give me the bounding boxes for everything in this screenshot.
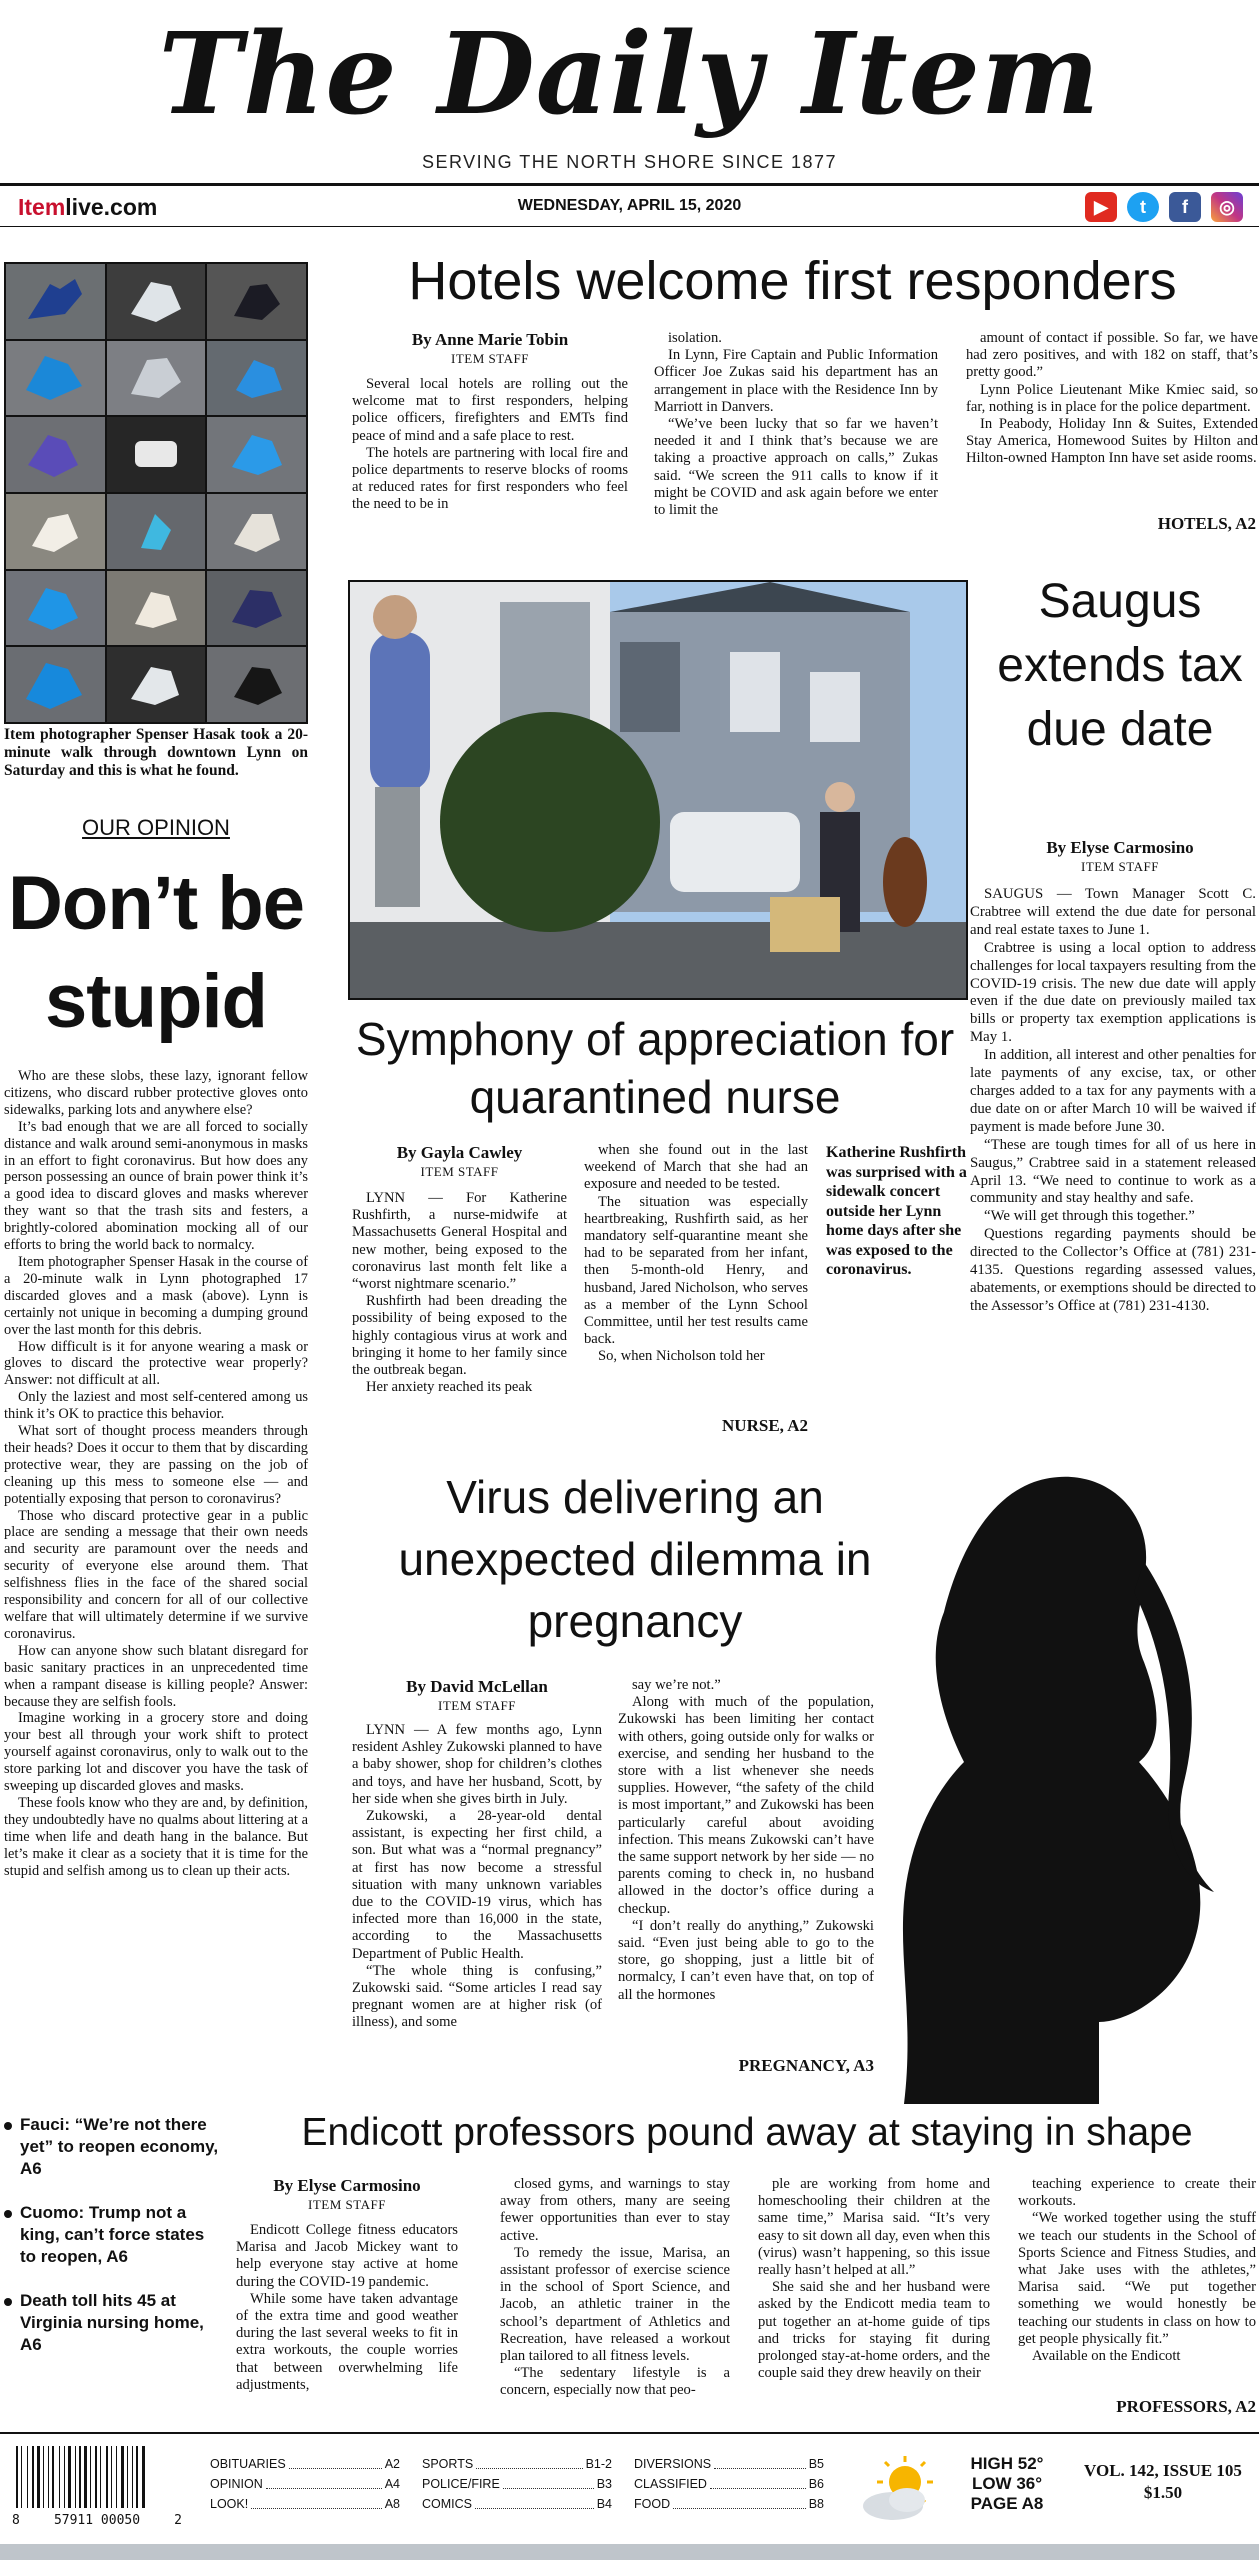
byline-name: By David McLellan: [406, 1677, 548, 1696]
barcode-digit-right: 2: [174, 2513, 182, 2528]
index-column-3: [634, 2454, 824, 2514]
byline-name: By Anne Marie Tobin: [411, 330, 569, 349]
paragraph: LYNN — For Katherine Rushfirth, a nurse-midwife at Massachusetts General Hospital and new mother, being exposed to the coronavirus last month felt like a “worst nightmare scenario.”: [352, 1190, 567, 1293]
index-entry[interactable]: [422, 2474, 612, 2494]
index-section: LOOK!: [210, 2497, 249, 2511]
index-entry[interactable]: [422, 2494, 612, 2514]
endicott-byline: [236, 2176, 458, 2214]
mask-icon: [121, 427, 191, 482]
index-page: B1-2: [585, 2457, 612, 2471]
endicott-headline: Endicott professors pound away at staying in shape: [301, 2111, 1193, 2154]
paragraph: SAUGUS — Town Manager Scott C. Crabtree will extend the due date for personal and real estate taxes to June 1.: [970, 886, 1256, 938]
paragraph: Rushfirth had been dreading the possibility of being exposed to the highly contagious virus at work and bringing it home to her family since the outbreak began.: [352, 1293, 567, 1379]
index-page: B6: [808, 2477, 824, 2491]
index-section: COMICS: [422, 2497, 472, 2511]
teaser-item[interactable]: Cuomo: Trump not a king, can’t force states to reopen, A6: [4, 2202, 219, 2268]
index-page: B5: [808, 2457, 824, 2471]
weather-text: [952, 2454, 1062, 2514]
byline-staff: ITEM STAFF: [451, 351, 529, 366]
bottom-strip: [0, 2544, 1259, 2560]
opinion-headline: Don’t be stupid: [8, 861, 304, 1044]
hotels-jump[interactable]: HOTELS, A2: [1157, 514, 1256, 533]
index-section: FOOD: [634, 2497, 671, 2511]
paragraph: How can anyone show such blatant disregard for basic sanitary practices in an unprecedented time when a rampant disease is killing people? Answer: because they are selfish fools.: [4, 1642, 308, 1710]
virus-byline: [352, 1677, 602, 1715]
paragraph: How difficult is it for anyone wearing a mask or gloves to discard the protective wear properly? Answer: not difficult at all.: [4, 1338, 308, 1389]
teasers-list: [4, 2114, 219, 2356]
paragraph: In Lynn, Fire Captain and Public Information Officer Joe Zukas said his department has an arrangement in place with the Residence Inn by Marriott in Danvers.: [654, 347, 938, 415]
weather-low: LOW 36°: [971, 2474, 1043, 2493]
index-section: DIVERSIONS: [634, 2457, 712, 2471]
opinion-body: [4, 1068, 308, 1880]
index-entry[interactable]: [210, 2454, 400, 2474]
masthead-title: The Daily Item: [158, 9, 1101, 140]
byline-name: By Gayla Cawley: [396, 1143, 523, 1162]
index-column-2: [422, 2454, 612, 2514]
paragraph: “We will get through this together.”: [984, 1208, 1195, 1225]
dateline-bar: [0, 183, 1259, 227]
index-column-1: [210, 2454, 400, 2514]
byline-name: By Elyse Carmosino: [1046, 838, 1194, 857]
paragraph: The hotels are partnering with local fire and police departments to reserve blocks of rooms at reduced rates for first responders who feel the need to be in: [352, 444, 628, 513]
endicott-column-4: [1018, 2176, 1256, 2365]
index-section: SPORTS: [422, 2457, 474, 2471]
index-section: OPINION: [210, 2477, 263, 2491]
index-section: CLASSIFIED: [634, 2477, 707, 2491]
paragraph: “We worked together using the stuff we teach our students in the School of Sports Science and Fitness Studies, and what Jake uses with the athletes,” Marisa said. “We put together something we would honestly be teaching our students in class on how to get people physically fit.”: [1018, 2210, 1256, 2347]
index-page: A4: [384, 2477, 400, 2491]
barcode: [12, 2446, 192, 2536]
paragraph: Available on the Endicott: [1032, 2348, 1181, 2365]
paragraph: Only the laziest and most self-centered among us think it’s OK to practice this behavior.: [4, 1389, 308, 1423]
index-dots: [475, 2494, 594, 2509]
hotels-column-3: [966, 330, 1258, 468]
saugus-byline: [985, 838, 1255, 876]
twitter-icon[interactable]: t: [1127, 192, 1159, 222]
paragraph: Questions regarding payments should be directed to the Collector’s Office at (781) 231-4135. Questions regarding assessed values, abatements, or exemptions should be directed to the Assessor’s Office at (781) 231-4130.: [970, 1226, 1256, 1314]
paragraph: LYNN — A few months ago, Lynn resident Ashley Zukowski planned to have a baby shower, shop for children’s clothes and toys, and have her husband, Scott, by her side when she gives birth in July.: [352, 1722, 602, 1807]
symphony-byline: [352, 1143, 567, 1181]
paragraph: Lynn Police Lieutenant Mike Kmiec said, so far, nothing is in place for the police department.: [966, 381, 1258, 415]
paragraph: amount of contact if possible. So far, we have had zero positives, and with 182 on staff, that’s pretty good.”: [966, 330, 1258, 381]
byline-staff: ITEM STAFF: [308, 2197, 386, 2212]
barcode-digits: 57911 00050: [53, 2513, 141, 2528]
glove-icon: [222, 580, 292, 635]
teaser-item[interactable]: Fauci: “We’re not there yet” to reopen economy, A6: [4, 2114, 219, 2180]
index-dots: [714, 2454, 806, 2469]
paragraph: Who are these slobs, these lazy, ignorant fellow citizens, who discard rubber protective gloves onto sidewalks, parking lots and anywhere else?: [4, 1068, 308, 1118]
sidewalk-concert-illustration: [350, 582, 966, 998]
price: $1.50: [1143, 2483, 1183, 2502]
weather-high: HIGH 52°: [970, 2454, 1044, 2473]
paragraph: isolation.: [668, 330, 722, 346]
index-entry[interactable]: [634, 2494, 824, 2514]
symphony-headline: Symphony of appreciation for quarantined nurse: [355, 1013, 955, 1123]
index-dots: [289, 2454, 382, 2469]
index-page: B3: [596, 2477, 612, 2491]
paragraph: It’s bad enough that we are all forced to socially distance and walk around semi-anonymous in masks in an effort to fight coronavirus. But how does any person possessing an ounce of brain power think it’s a good idea to discard gloves and masks wherever they want so that the trash sits and festers, a brightly-colored abomination mocking all of our efforts to bring the world back to normalcy.: [4, 1118, 308, 1254]
endicott-column-3: [758, 2176, 990, 2382]
glove-icon: [20, 274, 90, 329]
social-icons: [1085, 192, 1243, 222]
hotels-headline: Hotels welcome first responders: [408, 251, 1177, 311]
glove-icon: [121, 580, 191, 635]
glove-icon: [121, 657, 191, 712]
glove-icon: [20, 350, 90, 405]
hotels-column-1: [352, 376, 628, 514]
paragraph: teaching experience to create their workouts.: [1018, 2176, 1256, 2210]
paragraph: “We’ve been lucky that so far we haven’t needed it and I think that’s because we are taking a proactive approach on calls,” Zukas said. “We screen the 911 calls to know if it might be COVID and ask again before we enter to limit the: [654, 416, 938, 519]
gloves-photo-grid: [4, 262, 308, 724]
index-dots: [710, 2474, 806, 2489]
weather-page[interactable]: PAGE A8: [970, 2494, 1044, 2513]
index-entry[interactable]: [210, 2494, 400, 2514]
paragraph: These fools know who they are and, by definition, they undoubtedly have no qualms about littering at a time when life and death hang in the balance. But let’s make it clear as a society that it is time for the stupid and selfish among us to clean up their acts.: [4, 1794, 308, 1879]
symphony-photo: [348, 580, 968, 1000]
index-page: B4: [596, 2497, 612, 2511]
endicott-jump[interactable]: PROFESSORS, A2: [1116, 2397, 1256, 2416]
virus-jump[interactable]: PREGNANCY, A3: [738, 2056, 874, 2075]
instagram-icon[interactable]: ◎: [1211, 192, 1243, 222]
virus-headline: Virus delivering an unexpected dilemma in pregnancy: [398, 1471, 872, 1647]
paragraph: say we’re not.”: [632, 1677, 721, 1693]
paragraph: “These are tough times for all of us here in Saugus,” Crabtree said in a statement released April 13. “We need to continue to work as a community and stay healthy and safe.: [970, 1136, 1256, 1207]
glove-icon: [222, 504, 292, 559]
glove-icon: [222, 274, 292, 329]
paragraph: Along with much of the population, Zukowski has been limiting her contact with others, going outside only for walks or exercise, and sending her husband to the store with a list whenever she needs supplies. However, “the safety of the child is most important,” and Zukowski has been particularly careful about avoiding infection. This means Zukowski can’t have the same support network by her side — no parents coming to check in, no husband allowed in the doctor’s office during a checkup.: [618, 1694, 874, 1917]
paragraph: So, when Nicholson told her: [598, 1348, 765, 1365]
index-entry[interactable]: [210, 2474, 400, 2494]
barcode-icon: [12, 2446, 182, 2508]
glove-icon: [20, 504, 90, 559]
hotels-byline: [352, 330, 628, 368]
paragraph: Zukowski, a 28-year-old dental assistant, is expecting her first child, a son. But what was a “normal pregnancy” at first has now become a stressful situation with many unknown variables due to the COVID-19 virus, which has infected more than 16,000 in the state, according to the Massachusetts Department of Public Health.: [352, 1808, 602, 1962]
paragraph: To remedy the issue, Marisa, an assistant professor of exercise science in the school of Sport Science, and Jacob, an athletic trainer in the school’s department of Athletics and Recreation, have released a workout plan tailored to all fitness levels.: [500, 2244, 730, 2365]
index-page: B8: [808, 2497, 824, 2511]
index-entry[interactable]: [422, 2454, 612, 2474]
paragraph: closed gyms, and warnings to stay away from others, many are seeing fewer opportunities than ever to stay active.: [500, 2176, 730, 2244]
paragraph: “The sedentary lifestyle is a concern, especially now that peo-: [500, 2365, 730, 2399]
symphony-column-1: [352, 1190, 567, 1396]
virus-column-1: [352, 1722, 602, 2032]
site-suffix: live.com: [65, 194, 158, 220]
paragraph: Several local hotels are rolling out the welcome mat to first responders, helping police officers, firefighters and EMTs find peace of mind and a safe place to rest.: [352, 376, 628, 444]
facebook-icon[interactable]: f: [1169, 192, 1201, 222]
youtube-icon[interactable]: ▶: [1085, 192, 1117, 222]
index-dots: [266, 2474, 382, 2489]
paragraph: What sort of thought process meanders through their heads? Does it occur to them that by discarding protective wear, they are passing on the job of cleaning up this mess to someone else — and potentially exposing that person to coronavirus?: [4, 1423, 308, 1507]
index-entry[interactable]: [634, 2454, 824, 2474]
index-section: OBITUARIES: [210, 2457, 286, 2471]
glove-icon: [121, 350, 191, 405]
paragraph: when she found out in the last weekend of March that she had an exposure and needed to be tested.: [584, 1142, 808, 1193]
glove-icon: [20, 580, 90, 635]
paragraph: Her anxiety reached its peak: [366, 1379, 533, 1396]
paragraph: “I don’t really do anything,” Zukowski said. “Even just being able to go to the store, go shopping, just a little bit of normalcy, I can’t even have that, on top of all the hormones: [618, 1917, 874, 2003]
issue-info: [1078, 2460, 1248, 2504]
index-page: A8: [384, 2497, 400, 2511]
teaser-item[interactable]: Death toll hits 45 at Virginia nursing home, A6: [4, 2290, 219, 2356]
index-dots: [673, 2494, 806, 2509]
masthead-tagline: SERVING THE NORTH SHORE SINCE 1877: [421, 152, 838, 172]
index-section: POLICE/FIRE: [422, 2477, 500, 2491]
byline-staff: ITEM STAFF: [1081, 859, 1159, 874]
paragraph: In addition, all interest and other penalties for late payments of any excise, tax, or other charges added to a tax for any payments with a due date on or after March 10 will be waived if payment is made before June 30.: [970, 1047, 1256, 1135]
paragraph: She said she and her husband were asked by the Endicott media team to put together an at-home guide of tips and tricks for staying fit during prolonged stay-at-home orders, and the couple said they drew heavily on their: [758, 2279, 990, 2382]
paragraph: ple are working from home and homeschooling their children at the same time,” Marisa said. “It’s very easy to sit down all day, even when this (virus) wasn’t happening, so this issue really hasn’t helped at all.”: [758, 2176, 990, 2279]
glove-icon: [121, 504, 191, 559]
byline-name: By Elyse Carmosino: [273, 2176, 421, 2195]
hotels-column-2: [654, 330, 938, 519]
byline-staff: ITEM STAFF: [438, 1698, 516, 1713]
index-dots: [476, 2454, 582, 2469]
paragraph: Those who discard protective gear in a public place are sending a message that their own needs and security are paramount over the needs and security of everyone else around them. That selfishness flies in the face of the shared social responsibility and concern for all of our collective welfare that will ultimately determine if we survive coronavirus.: [4, 1507, 308, 1642]
index-dots: [251, 2494, 381, 2509]
byline-staff: ITEM STAFF: [420, 1164, 499, 1179]
paragraph: In Peabody, Holiday Inn & Suites, Extended Stay America, Homewood Suites by Hilton and Hilton-owned Hampton Inn have set aside rooms.: [966, 416, 1258, 467]
index-dots: [503, 2474, 594, 2489]
opinion-kicker: OUR OPINION: [82, 815, 230, 840]
glove-icon: [20, 657, 90, 712]
pregnancy-silhouette: [884, 1462, 1259, 2104]
glove-icon: [222, 427, 292, 482]
paragraph: While some have taken advantage of the extra time and good weather during the last several weeks to fit in extra workouts, the couple worries that between overwhelming life adjustments,: [236, 2290, 458, 2393]
saugus-headline: Saugus extends tax due date: [997, 575, 1243, 756]
paragraph: Imagine working in a grocery store and doing your best all through your work shift to protect yourself against coronavirus, only to walk out to the store parking lot and discover you have the task of sweeping up discarded gloves and masks.: [4, 1710, 308, 1795]
paragraph: Item photographer Spenser Hasak in the course of a 20-minute walk in Lynn photographed 17 discarded gloves and a mask (above). Lynn is certainly not unique in becoming a dumping ground over the last month for this debris.: [4, 1253, 308, 1338]
symphony-photo-caption: Katherine Rushfirth was surprised with a sidewalk concert outside her Lynn home days after she was exposed to the coronavirus.: [826, 1144, 967, 1278]
index-page: A2: [384, 2457, 400, 2471]
symphony-column-2: [584, 1142, 808, 1366]
footer-bar: [0, 2432, 1259, 2544]
virus-column-2: [618, 1677, 874, 2004]
index-entry[interactable]: [634, 2474, 824, 2494]
pregnant-woman-silhouette-icon: [884, 1462, 1259, 2104]
paragraph: “The whole thing is confusing,” Zukowski said. “Some articles I read say pregnant women are at higher risk (of illness), and some: [352, 1962, 602, 2031]
saugus-body: [970, 886, 1256, 1316]
glove-icon: [222, 657, 292, 712]
gloves-caption: Item photographer Spenser Hasak took a 20-minute walk through downtown Lynn on Saturday and this is what he found.: [4, 726, 308, 779]
paragraph: Crabtree is using a local option to address challenges for local taxpayers resulting from the COVID-19 crisis. The new due date will apply even if the due date on previously mailed tax bills or property tax exemption applications is May 1.: [970, 939, 1256, 1046]
glove-icon: [222, 350, 292, 405]
issue-date: WEDNESDAY, APRIL 15, 2020: [517, 197, 742, 214]
site-prefix: Item: [18, 194, 66, 220]
paragraph: The situation was especially heartbreaking, Rushfirth said, as her mandatory self-quarantine meant she had to be separated from her infant, then 5-month-old Henry, and husband, Jared Nicholson, who serves as a member of the Lynn School Committee, until her test results came back.: [584, 1193, 808, 1348]
endicott-column-2: [500, 2176, 730, 2400]
glove-icon: [121, 274, 191, 329]
volume-issue: VOL. 142, ISSUE 105: [1084, 2461, 1242, 2480]
glove-icon: [20, 427, 90, 482]
barcode-digit-left: 8: [12, 2513, 20, 2528]
endicott-column-1: [236, 2222, 458, 2394]
symphony-jump[interactable]: NURSE, A2: [722, 1416, 808, 1435]
paragraph: Endicott College fitness educators Marisa and Jacob Mickey want to help everyone stay active at home during the COVID-19 pandemic.: [236, 2222, 458, 2290]
weather-icon: [855, 2452, 945, 2532]
